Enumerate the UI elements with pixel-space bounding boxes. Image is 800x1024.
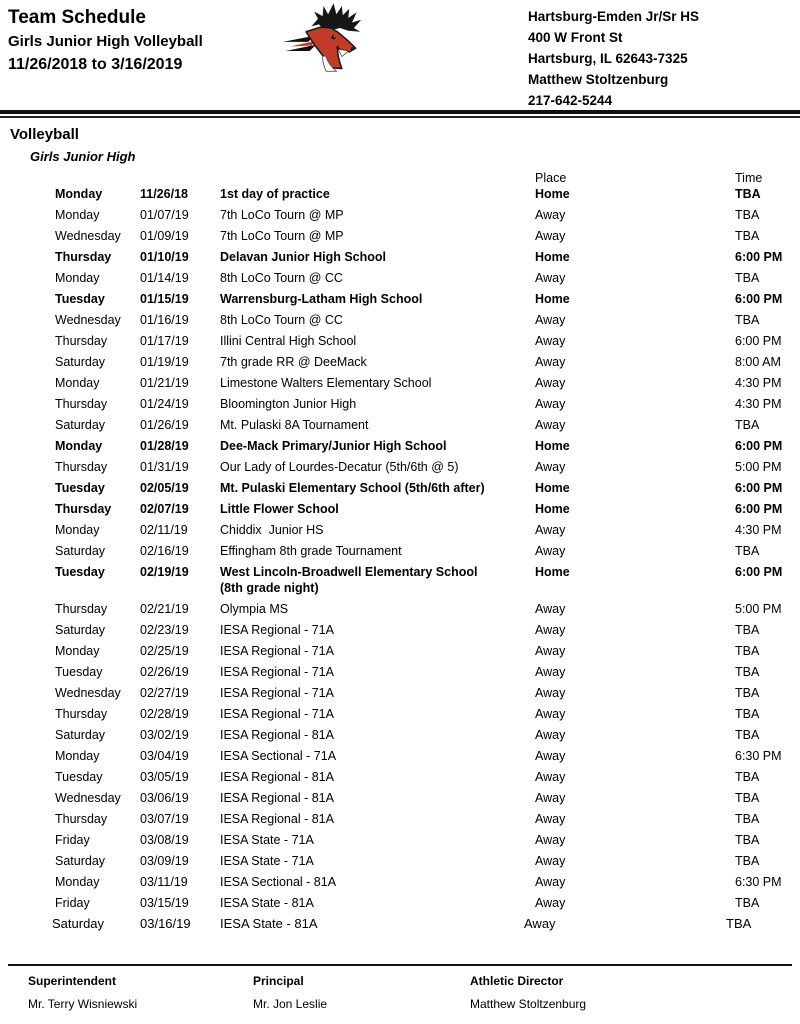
schedule-table — [0, 170, 800, 937]
date-range: 11/26/2018 to 3/16/2019 — [8, 56, 183, 73]
row-day: Monday — [55, 875, 100, 889]
row-day: Friday — [55, 896, 90, 910]
row-event-line1: Delavan Junior High School — [220, 250, 386, 264]
row-day: Monday — [55, 439, 103, 453]
row-day: Saturday — [55, 544, 106, 558]
row-date: 02/21/19 — [140, 602, 189, 616]
row-place: Away — [535, 896, 566, 910]
row-place: Away — [535, 229, 566, 243]
row-time: TBA — [735, 187, 761, 201]
table-row — [0, 769, 800, 790]
row-place: Away — [535, 523, 566, 537]
row-date: 01/17/19 — [140, 334, 189, 348]
footer-person-name: Matthew Stoltzenburg — [470, 997, 587, 1011]
table-row — [0, 874, 800, 895]
row-day: Monday — [55, 376, 100, 390]
row-date: 02/05/19 — [140, 481, 189, 495]
stag-mascot-logo-icon — [283, 2, 375, 78]
row-date: 01/26/19 — [140, 418, 189, 432]
row-day: Thursday — [55, 812, 108, 826]
row-date: 02/07/19 — [140, 502, 189, 516]
row-day: Wednesday — [55, 229, 121, 243]
row-date: 03/05/19 — [140, 770, 189, 784]
row-day: Tuesday — [55, 292, 105, 306]
row-date: 01/31/19 — [140, 460, 189, 474]
row-day: Monday — [55, 187, 103, 201]
table-row — [0, 438, 800, 459]
row-date: 03/08/19 — [140, 833, 189, 847]
row-day: Wednesday — [55, 686, 121, 700]
table-row — [0, 790, 800, 811]
row-date: 01/19/19 — [140, 355, 189, 369]
table-row — [0, 228, 800, 249]
row-date: 02/25/19 — [140, 644, 189, 658]
row-event-line1: Little Flower School — [220, 502, 339, 516]
row-place: Away — [535, 665, 566, 679]
row-event — [220, 270, 535, 286]
row-time: 6:30 PM — [735, 875, 782, 889]
row-date: 03/04/19 — [140, 749, 189, 763]
row-event — [220, 543, 535, 559]
row-date: 02/26/19 — [140, 665, 189, 679]
row-event — [220, 480, 535, 496]
row-place: Away — [535, 833, 566, 847]
row-time: 6:00 PM — [735, 439, 783, 453]
row-day: Monday — [55, 644, 100, 658]
row-day: Saturday — [55, 728, 106, 742]
row-event-line1: Our Lady of Lourdes-Decatur (5th/6th @ 5) — [220, 460, 459, 474]
footer-principal — [253, 974, 470, 1011]
row-event-line1: Illini Central High School — [220, 334, 357, 348]
row-day: Tuesday — [55, 481, 105, 495]
row-place: Away — [535, 418, 566, 432]
row-event-line1: West Lincoln-Broadwell Elementary School — [220, 565, 478, 579]
row-date: 01/28/19 — [140, 439, 189, 453]
row-time: 6:00 PM — [735, 334, 782, 348]
row-date: 03/16/19 — [140, 916, 191, 931]
row-day: Thursday — [55, 602, 108, 616]
footer-role-label: Principal — [253, 974, 304, 988]
row-event-line1: Effingham 8th grade Tournament — [220, 544, 402, 558]
row-place: Away — [535, 376, 566, 390]
row-time: TBA — [735, 812, 760, 826]
table-row — [0, 664, 800, 685]
row-day: Saturday — [55, 854, 106, 868]
row-date: 02/27/19 — [140, 686, 189, 700]
row-date: 02/23/19 — [140, 623, 189, 637]
row-event-line1: Olympia MS — [220, 602, 289, 616]
row-place: Away — [535, 770, 566, 784]
row-event-line1: IESA State - 71A — [220, 854, 314, 868]
table-row — [0, 333, 800, 354]
row-event-line1: IESA Regional - 71A — [220, 707, 334, 721]
table-row — [0, 622, 800, 643]
row-day: Saturday — [55, 418, 106, 432]
table-row — [0, 459, 800, 480]
sport-heading: Volleyball — [10, 126, 79, 143]
row-place: Away — [535, 749, 566, 763]
row-day: Thursday — [55, 460, 108, 474]
row-event — [220, 706, 535, 722]
row-day: Monday — [55, 208, 100, 222]
row-event — [220, 832, 535, 848]
row-event-line1: IESA Regional - 81A — [220, 728, 334, 742]
row-event — [220, 375, 535, 391]
row-event — [220, 874, 535, 890]
row-event-line1: IESA State - 81A — [220, 916, 318, 931]
row-place: Away — [535, 791, 566, 805]
row-place: Home — [535, 502, 570, 516]
row-place: Away — [535, 623, 566, 637]
row-day: Saturday — [55, 355, 106, 369]
row-place: Home — [535, 187, 570, 201]
row-day: Thursday — [55, 334, 108, 348]
footer-role-label: Athletic Director — [470, 974, 564, 988]
row-event — [220, 228, 535, 244]
row-event — [220, 459, 535, 475]
table-row — [0, 601, 800, 622]
row-date: 01/10/19 — [140, 250, 189, 264]
school-contact-name: Matthew Stoltzenburg — [528, 72, 669, 87]
row-time: 6:00 PM — [735, 250, 783, 264]
header-divider — [0, 110, 800, 118]
table-row — [0, 685, 800, 706]
row-time: 5:00 PM — [735, 602, 782, 616]
row-day: Tuesday — [55, 770, 103, 784]
team-subtitle: Girls Junior High Volleyball — [8, 33, 203, 50]
footer-athletic-director — [470, 974, 720, 1011]
row-date: 02/19/19 — [140, 565, 189, 579]
divider-thin-line — [0, 116, 800, 118]
row-event-line2: (8th grade night) — [220, 581, 319, 595]
row-time: 6:00 PM — [735, 292, 783, 306]
row-place: Away — [535, 208, 566, 222]
table-row — [0, 207, 800, 228]
row-date: 01/09/19 — [140, 229, 189, 243]
footer-person-name: Mr. Terry Wisniewski — [28, 997, 138, 1011]
row-time: TBA — [735, 229, 760, 243]
row-place: Away — [535, 397, 566, 411]
row-day: Tuesday — [55, 565, 105, 579]
row-place: Home — [535, 481, 570, 495]
row-day: Thursday — [55, 502, 112, 516]
table-row — [0, 480, 800, 501]
row-event — [220, 312, 535, 328]
table-row — [0, 396, 800, 417]
row-event-line1: Limestone Walters Elementary School — [220, 376, 432, 390]
row-day: Wednesday — [55, 791, 121, 805]
row-event-line1: 8th LoCo Tourn @ CC — [220, 271, 343, 285]
row-date: 03/09/19 — [140, 854, 189, 868]
row-place: Away — [535, 313, 566, 327]
row-time: TBA — [735, 707, 760, 721]
table-row — [0, 522, 800, 543]
row-day: Monday — [55, 271, 100, 285]
row-time: 8:00 AM — [735, 355, 781, 369]
row-place: Away — [535, 602, 566, 616]
table-row — [0, 291, 800, 312]
row-day: Thursday — [55, 250, 112, 264]
row-event — [220, 522, 535, 538]
row-date: 11/26/18 — [140, 187, 188, 201]
row-place: Away — [535, 812, 566, 826]
row-event — [220, 396, 535, 412]
school-name: Hartsburg-Emden Jr/Sr HS — [528, 9, 700, 24]
row-place: Away — [535, 334, 566, 348]
row-event — [220, 727, 535, 743]
row-place: Away — [535, 854, 566, 868]
footer-divider — [8, 964, 792, 966]
footer-role-label: Superintendent — [28, 974, 117, 988]
row-place: Away — [535, 460, 566, 474]
row-time: TBA — [735, 665, 760, 679]
row-place: Away — [535, 707, 566, 721]
table-row — [0, 543, 800, 564]
row-place: Away — [535, 875, 566, 889]
row-event — [220, 417, 535, 433]
table-row — [0, 375, 800, 396]
table-row — [0, 706, 800, 727]
table-row — [0, 186, 800, 207]
page-title: Team Schedule — [8, 7, 146, 28]
row-event-line1: 7th LoCo Tourn @ MP — [220, 229, 344, 243]
row-place: Home — [535, 250, 570, 264]
row-event — [220, 207, 535, 223]
row-date: 02/28/19 — [140, 707, 189, 721]
place-column-header: Place — [535, 171, 567, 185]
table-row — [0, 916, 800, 937]
row-time: TBA — [735, 770, 760, 784]
row-date: 03/07/19 — [140, 812, 189, 826]
row-time: 5:00 PM — [735, 460, 782, 474]
table-row — [0, 853, 800, 874]
row-event — [220, 769, 535, 785]
row-event — [220, 354, 535, 370]
row-time: TBA — [735, 271, 760, 285]
row-event — [220, 685, 535, 701]
row-event — [220, 438, 535, 454]
school-phone: 217-642-5244 — [528, 93, 613, 108]
school-address-line2: Hartsburg, IL 62643-7325 — [528, 51, 688, 66]
row-event-line1: 1st day of practice — [220, 187, 330, 201]
row-time: TBA — [735, 623, 760, 637]
row-event — [220, 643, 535, 659]
table-row — [0, 832, 800, 853]
table-row — [0, 564, 800, 601]
row-event-line1: IESA State - 71A — [220, 833, 314, 847]
table-row — [0, 354, 800, 375]
row-date: 01/21/19 — [140, 376, 189, 390]
row-event-line1: IESA Sectional - 81A — [220, 875, 337, 889]
row-time: TBA — [735, 896, 760, 910]
row-day: Thursday — [55, 707, 108, 721]
row-event-line1: 8th LoCo Tourn @ CC — [220, 313, 343, 327]
row-event-line1: IESA Regional - 71A — [220, 644, 334, 658]
row-time: 6:00 PM — [735, 481, 783, 495]
row-event-line1: Mt. Pulaski 8A Tournament — [220, 418, 369, 432]
row-time: 6:30 PM — [735, 749, 782, 763]
row-event — [220, 811, 535, 827]
table-row — [0, 312, 800, 333]
row-day: Friday — [55, 833, 90, 847]
row-place: Away — [535, 686, 566, 700]
row-place: Away — [535, 271, 566, 285]
row-date: 03/02/19 — [140, 728, 189, 742]
row-event-line1: IESA Regional - 81A — [220, 812, 334, 826]
row-time: TBA — [735, 313, 760, 327]
row-event — [220, 601, 535, 617]
row-event-line1: Dee-Mack Primary/Junior High School — [220, 439, 447, 453]
team-heading: Girls Junior High — [30, 149, 136, 164]
row-event-line1: IESA State - 81A — [220, 896, 314, 910]
row-event-line1: Warrensburg-Latham High School — [220, 292, 423, 306]
row-event — [220, 291, 535, 307]
row-time: TBA — [735, 854, 760, 868]
table-row — [0, 249, 800, 270]
table-row — [0, 643, 800, 664]
row-event-line1: IESA Regional - 71A — [220, 623, 334, 637]
row-date: 01/24/19 — [140, 397, 189, 411]
row-place: Away — [535, 644, 566, 658]
row-time: TBA — [726, 916, 752, 931]
row-event-line1: IESA Regional - 81A — [220, 770, 334, 784]
footer-superintendent — [28, 974, 253, 1011]
row-place: Away — [535, 544, 566, 558]
row-time: TBA — [735, 644, 760, 658]
row-place: Home — [535, 565, 570, 579]
row-event — [220, 501, 535, 517]
row-day: Thursday — [55, 397, 108, 411]
row-event-line1: IESA Regional - 71A — [220, 665, 334, 679]
row-date: 01/15/19 — [140, 292, 189, 306]
header-left — [8, 5, 203, 77]
row-time: TBA — [735, 418, 760, 432]
row-event — [220, 622, 535, 638]
table-row — [0, 811, 800, 832]
row-time: 6:00 PM — [735, 565, 783, 579]
row-day: Saturday — [52, 916, 105, 931]
table-row — [0, 748, 800, 769]
row-event — [220, 853, 535, 869]
row-time: 4:30 PM — [735, 397, 782, 411]
row-place: Away — [524, 916, 556, 931]
row-event-line1: 7th grade RR @ DeeMack — [220, 355, 367, 369]
table-header-row — [0, 170, 800, 186]
row-event — [220, 333, 535, 349]
row-date: 02/11/19 — [140, 523, 188, 537]
row-event — [220, 790, 535, 806]
row-event-line1: Chiddix Junior HS — [220, 523, 324, 537]
row-time: TBA — [735, 686, 760, 700]
row-event — [220, 748, 535, 764]
footer — [28, 974, 720, 1011]
time-column-header: Time — [735, 171, 763, 185]
row-place: Away — [535, 728, 566, 742]
schedule-rows — [0, 186, 800, 937]
row-day: Tuesday — [55, 665, 103, 679]
row-date: 03/11/19 — [140, 875, 188, 889]
row-time: TBA — [735, 208, 760, 222]
row-event — [220, 249, 535, 265]
row-day: Wednesday — [55, 313, 121, 327]
row-place: Home — [535, 292, 570, 306]
row-date: 02/16/19 — [140, 544, 189, 558]
row-time: TBA — [735, 544, 760, 558]
row-event-line1: IESA Regional - 71A — [220, 686, 334, 700]
row-time: TBA — [735, 728, 760, 742]
row-day: Monday — [55, 523, 100, 537]
school-address-line1: 400 W Front St — [528, 30, 623, 45]
row-event-line1: Bloomington Junior High — [220, 397, 357, 411]
row-time: 4:30 PM — [735, 523, 782, 537]
row-event — [220, 895, 535, 911]
row-time: 6:00 PM — [735, 502, 783, 516]
row-date: 01/07/19 — [140, 208, 189, 222]
row-event — [220, 664, 535, 680]
row-place: Away — [535, 355, 566, 369]
table-row — [0, 895, 800, 916]
row-event-line1: IESA Regional - 81A — [220, 791, 334, 805]
table-row — [0, 270, 800, 291]
row-time: 4:30 PM — [735, 376, 782, 390]
school-info — [528, 6, 699, 111]
row-date: 01/16/19 — [140, 313, 189, 327]
row-date: 03/06/19 — [140, 791, 189, 805]
row-event — [220, 916, 535, 932]
row-time: TBA — [735, 791, 760, 805]
row-event — [220, 564, 535, 596]
row-day: Saturday — [55, 623, 106, 637]
table-row — [0, 501, 800, 522]
table-row — [0, 727, 800, 748]
row-event-line1: Mt. Pulaski Elementary School (5th/6th after) — [220, 481, 485, 495]
table-row — [0, 417, 800, 438]
row-day: Monday — [55, 749, 100, 763]
row-date: 01/14/19 — [140, 271, 189, 285]
row-event-line1: IESA Sectional - 71A — [220, 749, 337, 763]
row-time: TBA — [735, 833, 760, 847]
row-date: 03/15/19 — [140, 896, 189, 910]
row-event-line1: 7th LoCo Tourn @ MP — [220, 208, 344, 222]
row-event — [220, 186, 535, 202]
footer-person-name: Mr. Jon Leslie — [253, 997, 328, 1011]
row-place: Home — [535, 439, 570, 453]
